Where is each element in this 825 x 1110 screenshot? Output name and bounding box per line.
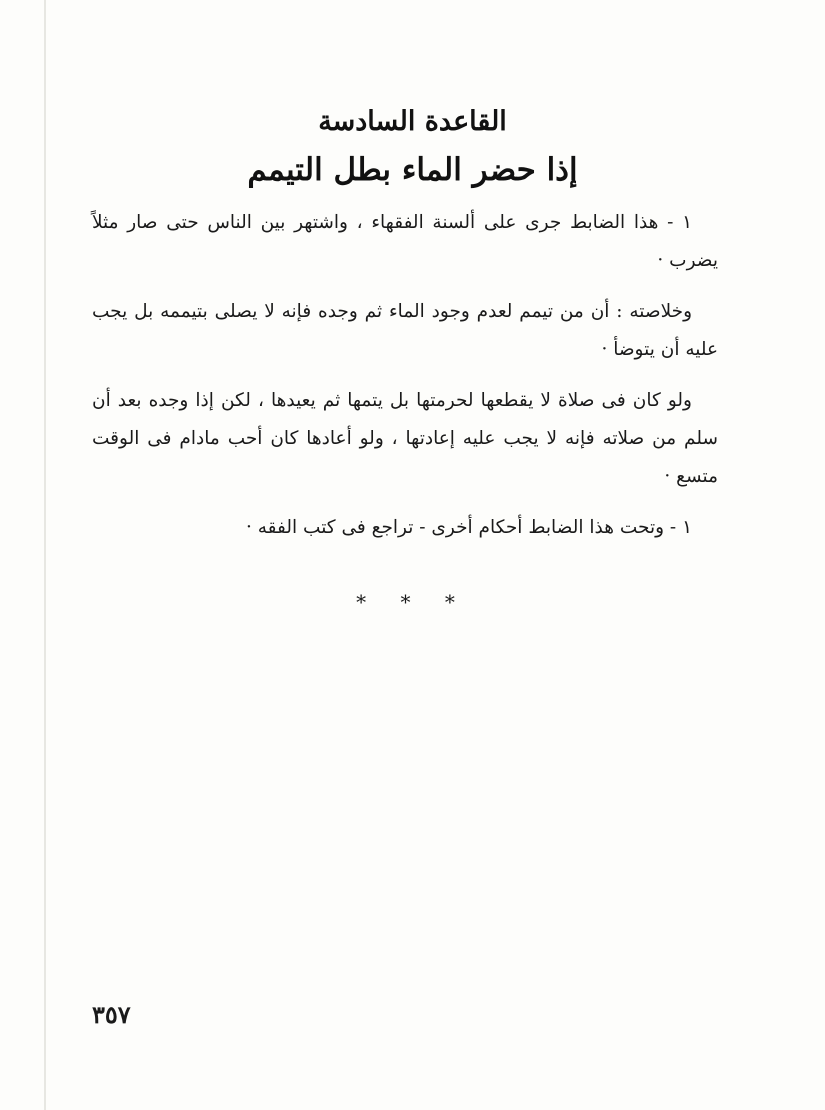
body-text <box>92 204 718 560</box>
section-separator: * * * <box>356 590 469 614</box>
rule-title: القاعدة السادسة <box>318 106 507 137</box>
paragraph-footnote: ١ - وتحت هذا الضابط أحكام أخرى - تراجع فى كتب الفقه · <box>245 517 692 538</box>
rule-subtitle: إذا حضر الماء بطل التيمم <box>247 152 578 188</box>
paragraph-prayer: ولو كان فى صلاة لا يقطعها لحرمتها بل يتمها ثم يعيدها ، لكن إذا وجده بعد أن سلم من صلاته فإنه لا يجب عليه إعادتها ، ولو أعادها كان أحب مادام فى الوقت متسع · <box>92 390 718 487</box>
paragraph-intro: ١ - هذا الضابط جرى على ألسنة الفقهاء ، واشتهر بين الناس حتى صار مثلاً يضرب · <box>92 212 718 271</box>
paragraph-summary: وخلاصته : أن من تيمم لعدم وجود الماء ثم وجده فإنه لا يصلى بتيممه بل يجب عليه أن يتوضأ · <box>92 301 718 360</box>
page-number: ٣٥٧ <box>92 1000 131 1029</box>
